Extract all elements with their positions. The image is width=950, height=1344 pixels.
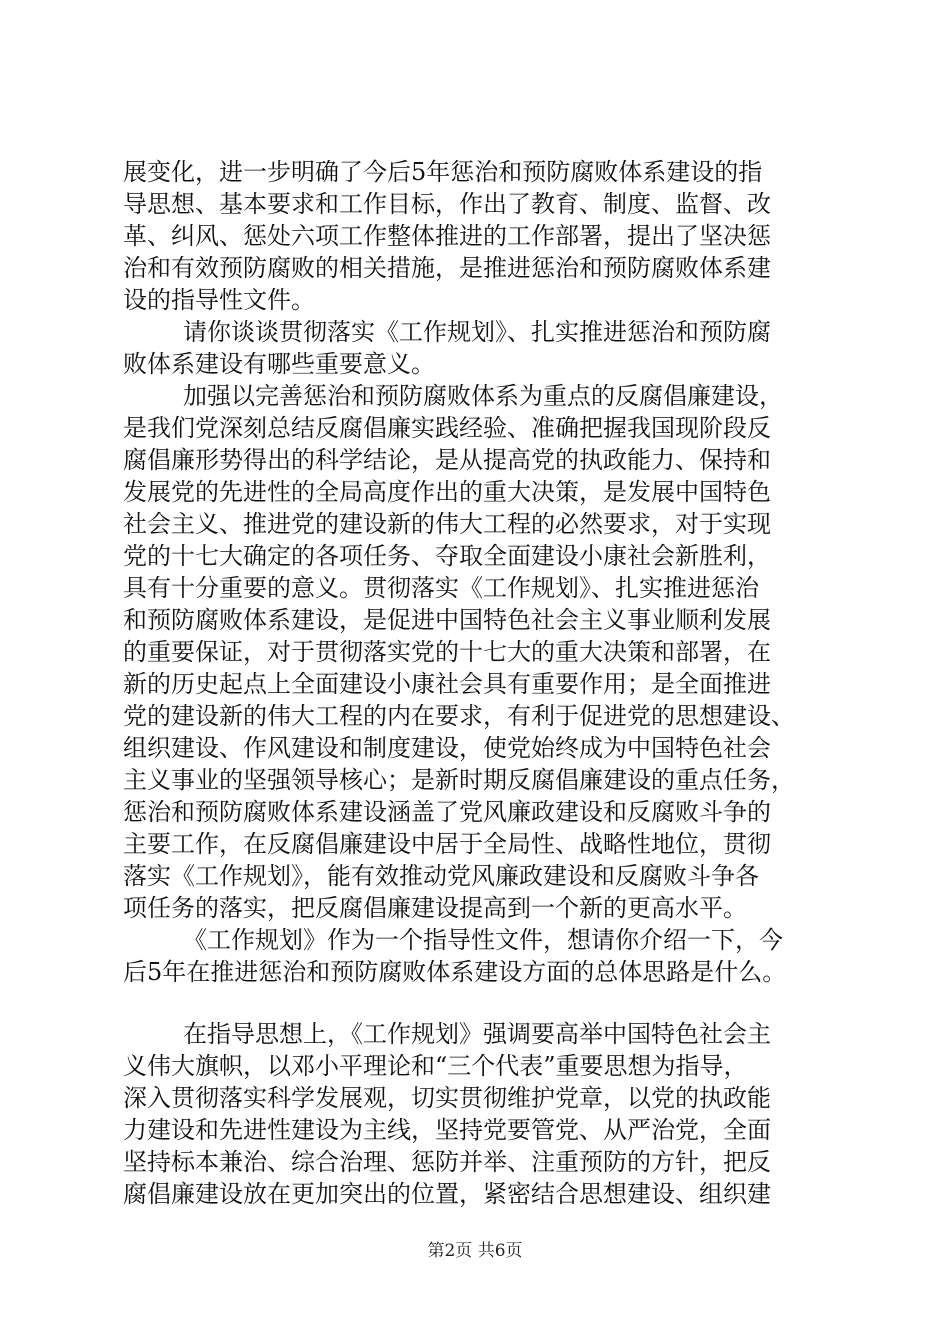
body-text-line: 是我们党深刻总结反腐倡廉实践经验、准确把握我国现阶段反 [123, 414, 771, 442]
body-text-line: 力建设和先进性建设为主线，坚持党要管党、从严治党，全面 [123, 1116, 771, 1144]
body-text-line: 和预防腐败体系建设，是促进中国特色社会主义事业顺利发展 [123, 606, 771, 634]
body-text-line: 设的指导性文件。 [123, 286, 315, 314]
page-footer: 第2页 共6页 [427, 1241, 523, 1261]
body-text-line: 治和有效预防腐败的相关措施，是推进惩治和预防腐败体系建 [123, 254, 771, 282]
body-text-line: 惩治和预防腐败体系建设涵盖了党风廉政建设和反腐败斗争的 [123, 798, 771, 826]
body-text-line: 具有十分重要的意义。贯彻落实《工作规划》、扎实推进惩治 [123, 574, 759, 602]
body-text-line: 加强以完善惩治和预防腐败体系为重点的反腐倡廉建设， [183, 382, 783, 410]
body-text-line: 坚持标本兼治、综合治理、惩防并举、注重预防的方针，把反 [123, 1148, 771, 1176]
document-body [123, 156, 843, 1210]
body-text-line: 项任务的落实，把反腐倡廉建设提高到一个新的更高水平。 [123, 894, 747, 922]
body-text-line: 导思想、基本要求和工作目标，作出了教育、制度、监督、改 [123, 190, 771, 218]
body-text-line: 革、纠风、惩处六项工作整体推进的工作部署，提出了坚决惩 [123, 222, 771, 250]
body-text-line: 腐倡廉形势得出的科学结论，是从提高党的执政能力、保持和 [123, 446, 771, 474]
paragraph-gap [123, 988, 843, 1018]
body-text-line: 请你谈谈贯彻落实《工作规划》、扎实推进惩治和预防腐 [183, 318, 771, 346]
body-text-line: 党的建设新的伟大工程的内在要求，有利于促进党的思想建设、 [123, 702, 795, 730]
body-text-line: 主义事业的坚强领导核心；是新时期反腐倡廉建设的重点任务， [123, 766, 795, 794]
body-text-line: 发展党的先进性的全局高度作出的重大决策，是发展中国特色 [123, 478, 771, 506]
body-text-line: 在指导思想上，《工作规划》强调要高举中国特色社会主 [183, 1020, 771, 1048]
body-text-line: 组织建设、作风建设和制度建设，使党始终成为中国特色社会 [123, 734, 771, 762]
body-text-line: 党的十七大确定的各项任务、夺取全面建设小康社会新胜利， [123, 542, 771, 570]
body-text-line: 落实《工作规划》，能有效推动党风廉政建设和反腐败斗争各 [123, 862, 759, 890]
body-text-line: 义伟大旗帜，以邓小平理论和“三个代表”重要思想为指导， [123, 1052, 748, 1080]
body-text-line: 深入贯彻落实科学发展观，切实贯彻维护党章，以党的执政能 [123, 1084, 771, 1112]
body-text-line: 新的历史起点上全面建设小康社会具有重要作用；是全面推进 [123, 670, 771, 698]
body-text-line: 后5年在推进惩治和预防腐败体系建设方面的总体思路是什么。 [123, 958, 787, 986]
body-text-line: 的重要保证，对于贯彻落实党的十七大的重大决策和部署，在 [123, 638, 771, 666]
text-block-continued [123, 1018, 843, 1210]
body-text-line: 展变化，进一步明确了今后5年惩治和预防腐败体系建设的指 [123, 158, 763, 186]
body-text-line: 《工作规划》作为一个指导性文件，想请你介绍一下，今 [183, 926, 783, 954]
text-block-main [123, 156, 843, 988]
body-text-line: 主要工作，在反腐倡廉建设中居于全局性、战略性地位，贯彻 [123, 830, 771, 858]
body-text-line: 社会主义、推进党的建设新的伟大工程的必然要求，对于实现 [123, 510, 771, 538]
body-text-line: 败体系建设有哪些重要意义。 [123, 350, 435, 378]
body-text-line: 腐倡廉建设放在更加突出的位置，紧密结合思想建设、组织建 [123, 1180, 771, 1208]
